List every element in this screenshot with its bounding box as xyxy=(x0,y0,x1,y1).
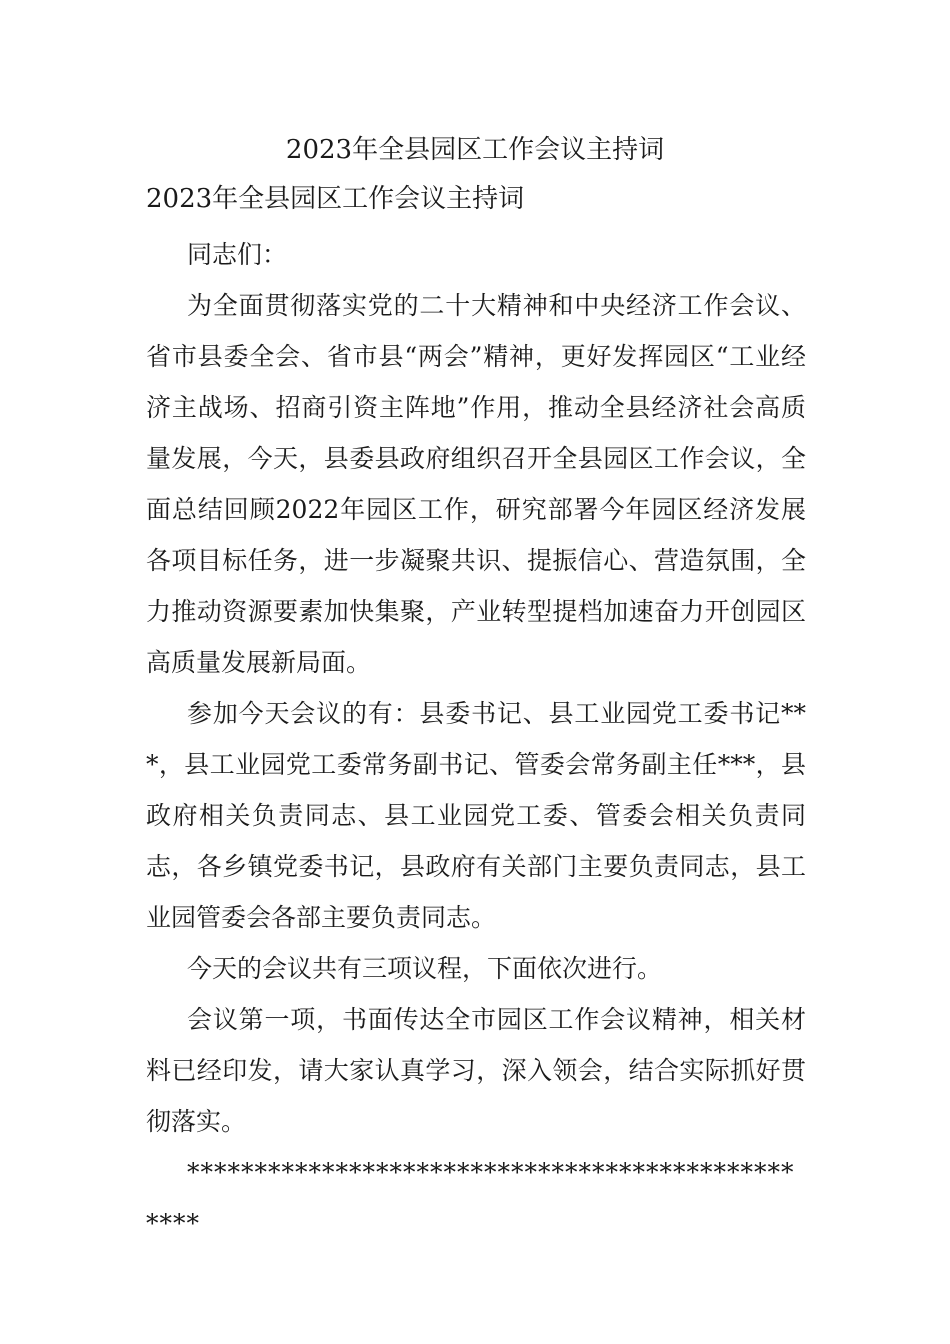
salutation-paragraph: 同志们： xyxy=(187,240,288,269)
document-body xyxy=(146,229,806,1249)
document-subtitle: 2023年全县园区工作会议主持词 xyxy=(146,184,525,214)
opening-paragraph: 为全面贯彻落实党的二十大精神和中央经济工作会议、省市县委全会、省市县“两会”精神，更好发挥园区“工业经济主战场、招商引资主阵地”作用，推动全县经济社会高质量发展，今天，县委县政府组织召开全县园区工作会议，全面总结回顾2022年园区工作，研究部署今年园区经济发展各项目标任务，进一步凝聚共识、提振信心、营造氛围，全力推动资源要素加快集聚，产业转型提档加速奋力开创园区高质量发展新局面。 xyxy=(146,291,806,677)
redacted-paragraph: ************************************************* xyxy=(146,1158,795,1238)
item-one-paragraph: 会议第一项，书面传达全市园区工作会议精神，相关材料已经印发，请大家认真学习，深入领会，结合实际抓好贯彻落实。 xyxy=(146,1005,806,1136)
agenda-paragraph: 今天的会议共有三项议程，下面依次进行。 xyxy=(187,954,663,983)
document-title: 2023年全县园区工作会议主持词 xyxy=(285,135,665,165)
attendees-paragraph: 参加今天会议的有：县委书记、县工业园党工委书记***，县工业园党工委常务副书记、管委会常务副主任***，县政府相关负责同志、县工业园党工委、管委会相关负责同志，各乡镇党委书记，县政府有关部门主要负责同志，县工业园管委会各部主要负责同志。 xyxy=(146,699,806,932)
